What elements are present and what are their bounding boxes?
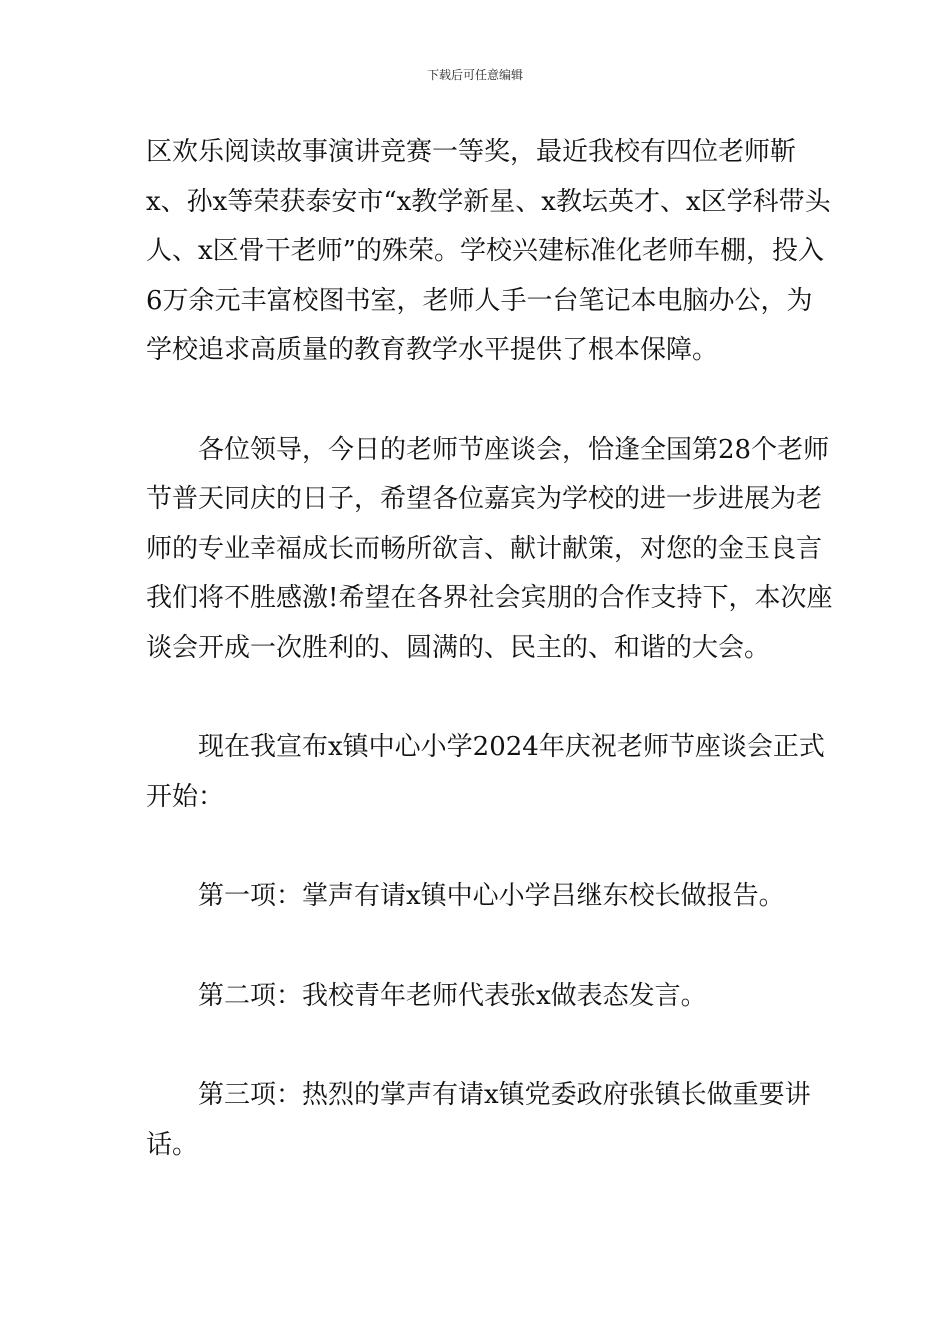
- paragraph-4: 第一项：掌声有请x镇中心小学吕继东校长做报告。: [146, 881, 785, 911]
- document-body: [146, 128, 836, 1170]
- page-header: 下载后可任意编辑: [426, 68, 523, 82]
- paragraph-6: 第三项：热烈的掌声有请x镇党委政府张镇长做重要讲话。: [146, 1080, 811, 1160]
- paragraph-3: 现在我宣布x镇中心小学2024年庆祝老师节座谈会正式开始：: [146, 732, 825, 812]
- paragraph-2: 各位领导，今日的老师节座谈会，恰逢全国第28个老师节普天同庆的日子，希望各位嘉宾为学校的进一步进展为老师的专业幸福成长而畅所欲言、献计献策，对您的金玉良言我们将不胜感激!希望在各界社会宾朋的合作支持下，本次座谈会开成一次胜利的、圆满的、民主的、和谐的大会。: [146, 434, 833, 663]
- paragraph-5: 第二项：我校青年老师代表张x做表态发言。: [146, 980, 707, 1011]
- paragraph-1: 区欢乐阅读故事演讲竞赛一等奖，最近我校有四位老师靳x、孙x等荣获泰安市“x教学新星、x教坛英才、x区学科带头人、x区骨干老师”的殊荣。学校兴建标准化老师车棚，投入6万余元丰富校图书室，老师人手一台笔记本电脑办公，为学校追求高质量的教育教学水平提供了根本保障。: [146, 137, 831, 365]
